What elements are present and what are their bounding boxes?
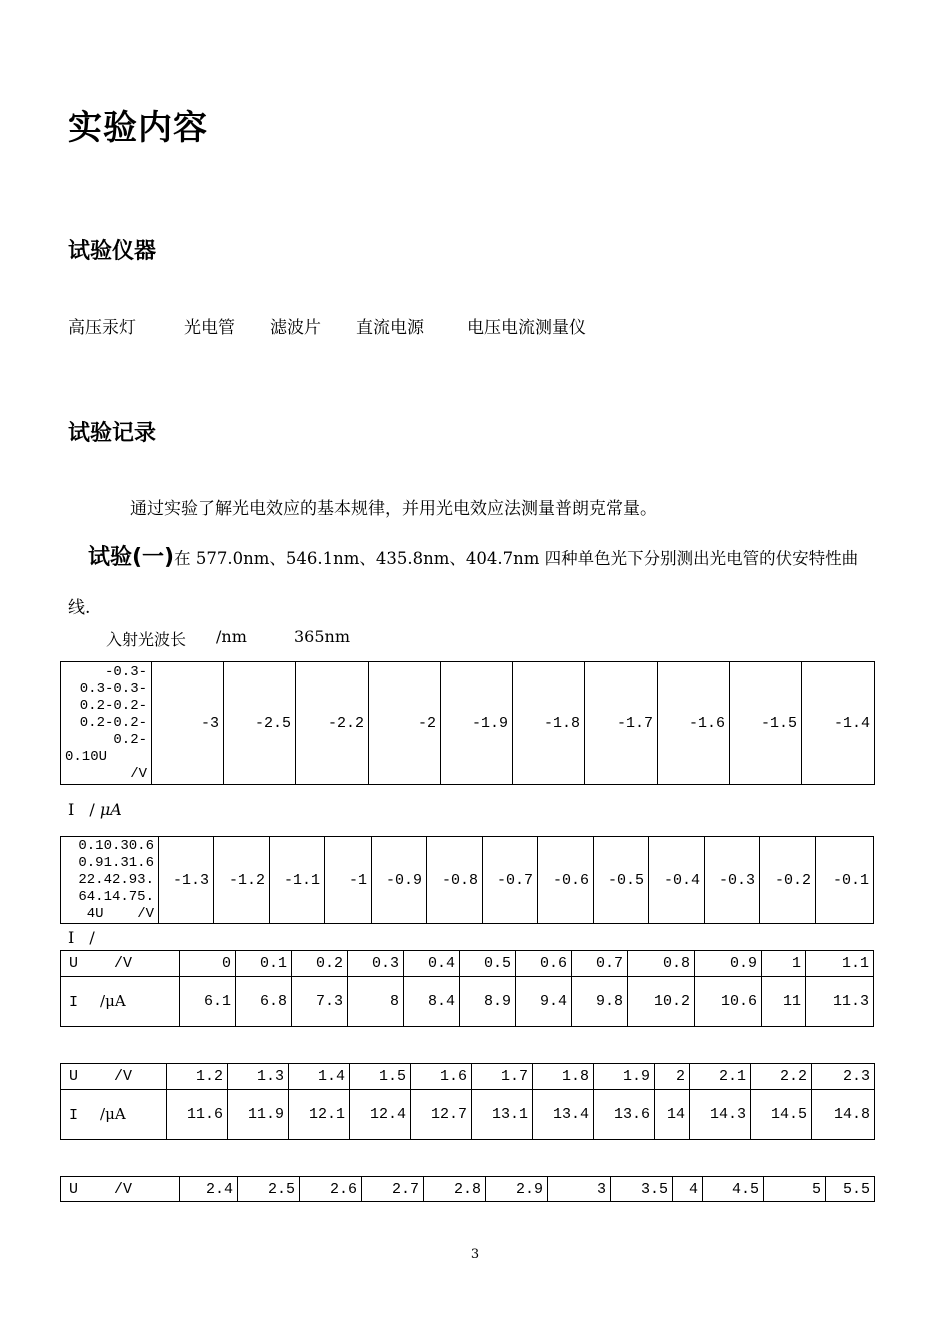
instrument-3: 滤波片 [270, 318, 321, 338]
table-cell: 2 [655, 1064, 690, 1090]
table-cell: -1.7 [585, 662, 658, 785]
table-cell: -1.3 [159, 837, 214, 924]
page-title: 实验内容 [68, 108, 208, 148]
table2-header-cell [61, 837, 159, 924]
table-cell: 10.2 [628, 977, 695, 1027]
table-cell: -0.2 [760, 837, 816, 924]
table-cell: 0.9 [695, 951, 762, 977]
section-title-record: 试验记录 [68, 421, 157, 446]
table-cell: 0.7 [572, 951, 628, 977]
header-line: 0.2-0.2- [79, 714, 147, 731]
table-cell: 0.3 [348, 951, 404, 977]
table-cell: 14.5 [751, 1090, 812, 1140]
current-slash: / [89, 800, 95, 819]
table-cell: -1 [325, 837, 372, 924]
table-cell: -2 [369, 662, 441, 785]
header-line: 0.3-0.3- [79, 680, 147, 697]
i-label-cell [61, 1090, 167, 1140]
voltage-table-1 [60, 661, 875, 785]
table-cell: 8.9 [460, 977, 516, 1027]
table-row [61, 977, 874, 1027]
table-cell: 6.1 [180, 977, 236, 1027]
table-cell: 1.7 [472, 1064, 533, 1090]
table-cell: 4 [673, 1177, 703, 1202]
table-cell: 11 [762, 977, 806, 1027]
table-cell: 2.8 [424, 1177, 486, 1202]
table-cell: 2.6 [300, 1177, 362, 1202]
table-cell: 1.6 [411, 1064, 472, 1090]
table-cell: -1.9 [441, 662, 513, 785]
i-unit: /μA [100, 1105, 126, 1123]
table-row [61, 837, 874, 924]
table-row [61, 1090, 875, 1140]
wavelength-value: 365nm [294, 627, 351, 646]
i-symbol: I [69, 994, 79, 1011]
table-cell: -0.7 [483, 837, 538, 924]
table-cell: 1.9 [594, 1064, 655, 1090]
wavelength-unit: /nm [216, 627, 247, 646]
table-cell: 1.1 [806, 951, 874, 977]
experiment-description-cont: 线. [68, 598, 91, 618]
i-label-cell [61, 977, 180, 1027]
experiment-description: 在 577.0nm、546.1nm、435.8nm、404.7nm 四种单色光下分别测出光电管的伏安特性曲 [174, 549, 859, 568]
table-cell: -1.2 [214, 837, 270, 924]
table-cell: 13.1 [472, 1090, 533, 1140]
header-line: 0.10.30.6 [78, 837, 154, 854]
table-cell: 14.8 [812, 1090, 875, 1140]
u-label-cell: U /V [61, 951, 180, 977]
u-label-cell: U /V [61, 1064, 167, 1090]
table-row [61, 662, 875, 785]
table-cell: 3.5 [611, 1177, 673, 1202]
table-cell: 2.7 [362, 1177, 424, 1202]
current-label-2 [68, 928, 95, 947]
table-cell: 5.5 [826, 1177, 875, 1202]
table-cell: 0.2 [292, 951, 348, 977]
intro-text: 通过实验了解光电效应的基本规律，并用光电效应法测量普朗克常量。 [130, 499, 657, 519]
header-line: 22.42.93. [78, 871, 154, 888]
table-cell: -2.2 [296, 662, 369, 785]
iv-table-5 [60, 1176, 875, 1202]
experiment-title: 试验(一) [88, 545, 175, 570]
instrument-4: 直流电源 [356, 318, 424, 338]
table-cell: 12.4 [350, 1090, 411, 1140]
current-symbol: I [68, 928, 75, 947]
table-row [61, 1064, 875, 1090]
table-cell: 14.3 [690, 1090, 751, 1140]
table-cell: 11.9 [228, 1090, 289, 1140]
current-symbol: I [68, 800, 75, 819]
table-cell: -0.4 [649, 837, 705, 924]
table-cell: -0.6 [538, 837, 594, 924]
header-line: 0.91.31.6 [78, 854, 154, 871]
table-cell: -1.6 [658, 662, 730, 785]
table-cell: 2.5 [238, 1177, 300, 1202]
table-cell: 11.6 [167, 1090, 228, 1140]
table-cell: -0.9 [372, 837, 427, 924]
table-cell: -0.1 [816, 837, 874, 924]
table-cell: 9.4 [516, 977, 572, 1027]
u-label-cell: U /V [61, 1177, 180, 1202]
table-cell: 0.6 [516, 951, 572, 977]
table-cell: 1.2 [167, 1064, 228, 1090]
table-cell: 8 [348, 977, 404, 1027]
table-cell: 4.5 [703, 1177, 764, 1202]
instrument-2: 光电管 [184, 318, 235, 338]
table-cell: -1.8 [513, 662, 585, 785]
table-cell: 1 [762, 951, 806, 977]
table-cell: 1.8 [533, 1064, 594, 1090]
table1-header-cell [61, 662, 152, 785]
voltage-table-2 [60, 836, 874, 924]
table-cell: 0.5 [460, 951, 516, 977]
table-cell: 12.1 [289, 1090, 350, 1140]
header-line: 0.2-0.2- [79, 697, 147, 714]
table-cell: -0.5 [594, 837, 649, 924]
table-cell: 0.4 [404, 951, 460, 977]
table-row [61, 1177, 875, 1202]
table-cell: 5 [764, 1177, 826, 1202]
header-line: /V [130, 765, 147, 782]
table-cell: 11.3 [806, 977, 874, 1027]
table-cell: 1.4 [289, 1064, 350, 1090]
wavelength-label: 入射光波长 [106, 630, 187, 649]
table-cell: -0.8 [427, 837, 483, 924]
header-line: 4U /V [86, 905, 154, 922]
table-cell: 2.4 [180, 1177, 238, 1202]
table-cell: -3 [152, 662, 224, 785]
header-line: 0.2- [113, 731, 147, 748]
instrument-5: 电压电流测量仪 [467, 318, 586, 338]
table-cell: -1.4 [802, 662, 875, 785]
iv-table-3 [60, 950, 874, 1027]
iv-table-4 [60, 1063, 875, 1140]
table-cell: 2.9 [486, 1177, 548, 1202]
table-cell: 13.4 [533, 1090, 594, 1140]
table-cell: 2.2 [751, 1064, 812, 1090]
table-cell: -2.5 [224, 662, 296, 785]
header-line: 0.10U [65, 748, 108, 765]
current-slash: / [89, 928, 95, 947]
table-cell: 13.6 [594, 1090, 655, 1140]
section-title-instruments: 试验仪器 [68, 239, 157, 264]
header-line: -0.3- [104, 663, 147, 680]
table-cell: 1.3 [228, 1064, 289, 1090]
table-cell: 0.1 [236, 951, 292, 977]
header-line: 64.14.75. [78, 888, 154, 905]
i-unit: /μA [100, 992, 126, 1010]
table-cell: 14 [655, 1090, 690, 1140]
table-cell: 3 [548, 1177, 611, 1202]
instrument-1: 高压汞灯 [68, 318, 136, 338]
table-cell: 9.8 [572, 977, 628, 1027]
table-cell: 2.3 [812, 1064, 875, 1090]
table-row [61, 951, 874, 977]
table-cell: -0.3 [705, 837, 760, 924]
experiment-line [88, 540, 858, 571]
table-cell: 8.4 [404, 977, 460, 1027]
table-cell: 1.5 [350, 1064, 411, 1090]
table-cell: 2.1 [690, 1064, 751, 1090]
table-cell: 0 [180, 951, 236, 977]
table-cell: 7.3 [292, 977, 348, 1027]
table-cell: 0.8 [628, 951, 695, 977]
current-label-1 [68, 800, 122, 819]
table-cell: -1.1 [270, 837, 325, 924]
table-cell: -1.5 [730, 662, 802, 785]
table-cell: 6.8 [236, 977, 292, 1027]
current-unit: μA [99, 800, 122, 819]
page-number: 3 [470, 1247, 480, 1262]
table-cell: 12.7 [411, 1090, 472, 1140]
table-cell: 10.6 [695, 977, 762, 1027]
i-symbol: I [69, 1107, 79, 1124]
